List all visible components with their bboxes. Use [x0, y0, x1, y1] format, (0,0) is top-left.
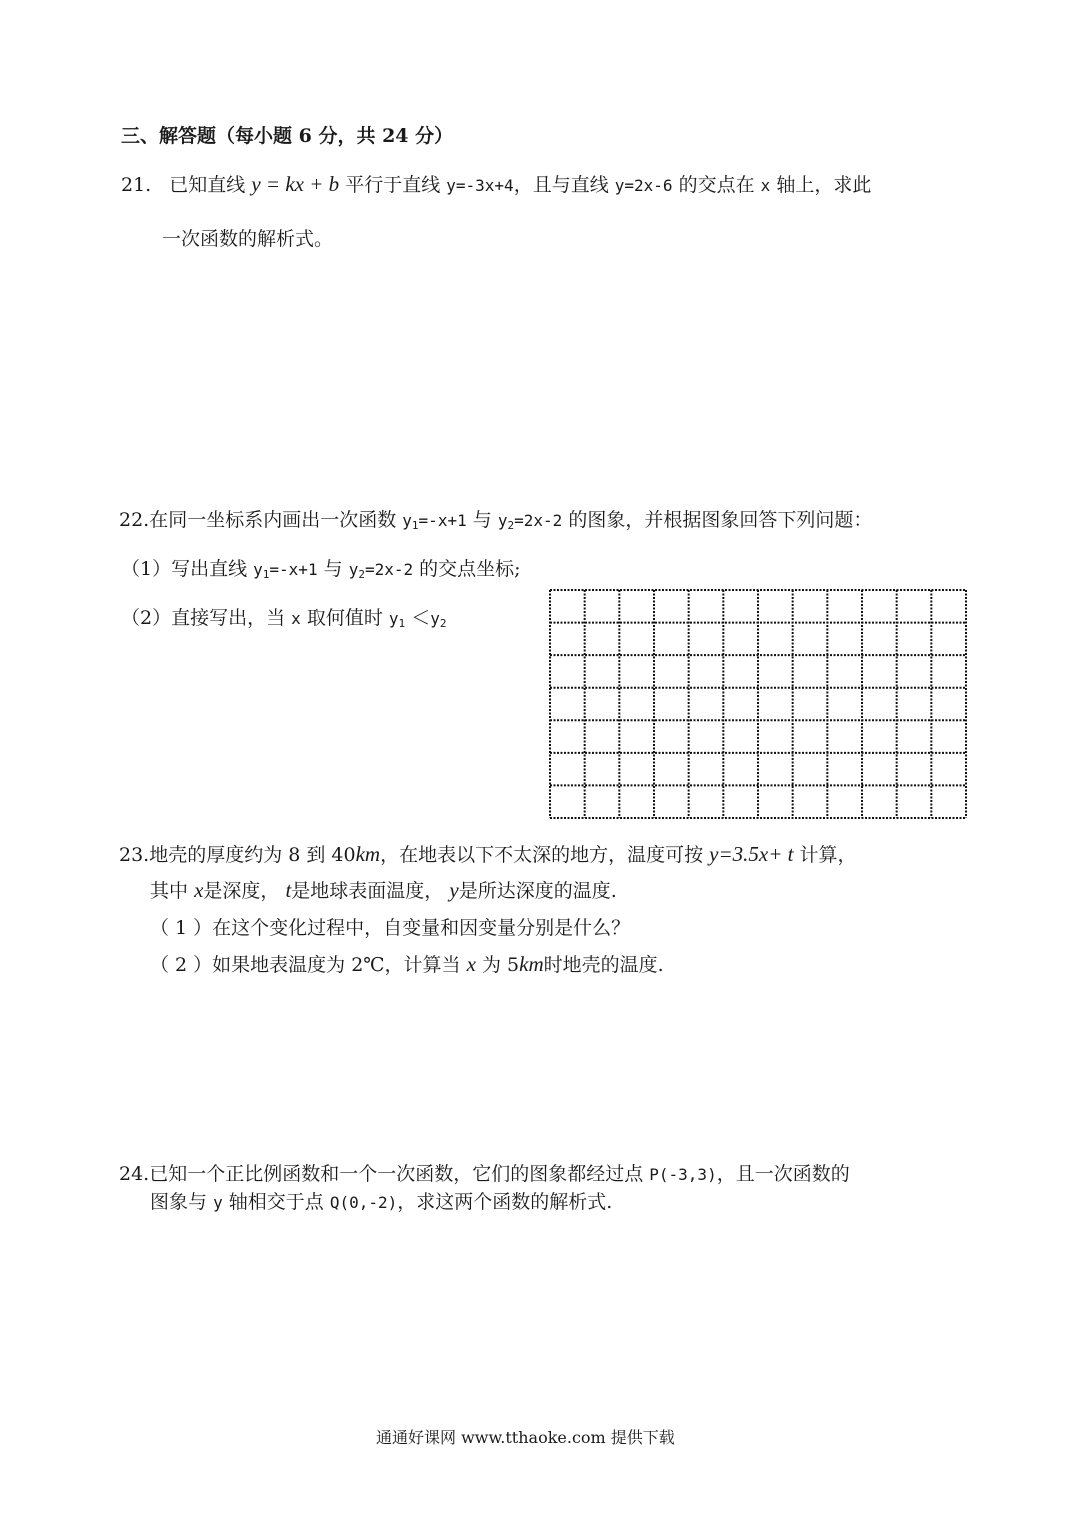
footer: 通通好课网 www.tthaoke.com 提供下载 [376, 1428, 675, 1447]
q21-line2: 一次函数的解析式。 [162, 228, 334, 250]
q22-part2: （2）直接写出，当 x 取何值时 $y_1 <y_2$ [121, 607, 447, 630]
q23-part1: （ 1 ）在这个变化过程中，自变量和因变量分别是什么？ [150, 917, 631, 939]
q23-line2: 其中 x是深度， t是地球表面温度， y是所达深度的温度. [150, 878, 617, 902]
q23-formula: y=3.5x+ t [709, 842, 794, 866]
coordinate-grid [549, 589, 967, 819]
q23-line1: 23.地壳的厚度约为 8 到 40km，在地表以下不太深的地方，温度可按 y=3.5x+ t 计算， [119, 842, 857, 866]
q21-line1: 21. 已知直线 y = kx + b 平行于直线 y=-3x+4，且与直线 y=2x-6 的交点在 x 轴上，求此 [121, 172, 872, 196]
q21-number: 21. [121, 174, 152, 196]
q21-formula: y = kx + b [251, 172, 340, 196]
q23-part2: （ 2 ）如果地表温度为 2℃，计算当 x 为 5km时地壳的温度. [150, 952, 664, 976]
q24-line2: 图象与 y 轴相交于点 Q(0,-2)，求这两个函数的解析式. [150, 1191, 613, 1213]
section-title: 三、解答题（每小题 6 分，共 24 分） [121, 125, 454, 147]
q22-part1: （1）写出直线 $y_1=-x+1$ 与 $y_2=2x-2$ 的交点坐标; [121, 558, 521, 581]
q22-line1: 22.在同一坐标系内画出一次函数 $y_1=-x+1$ 与 $y_2=2x-2$ 的图象，并根据图象回答下列问题： [119, 509, 873, 532]
q24-line1: 24.已知一个正比例函数和一个一次函数，它们的图象都经过点 P(-3,3)，且一次函数的 [119, 1163, 850, 1185]
